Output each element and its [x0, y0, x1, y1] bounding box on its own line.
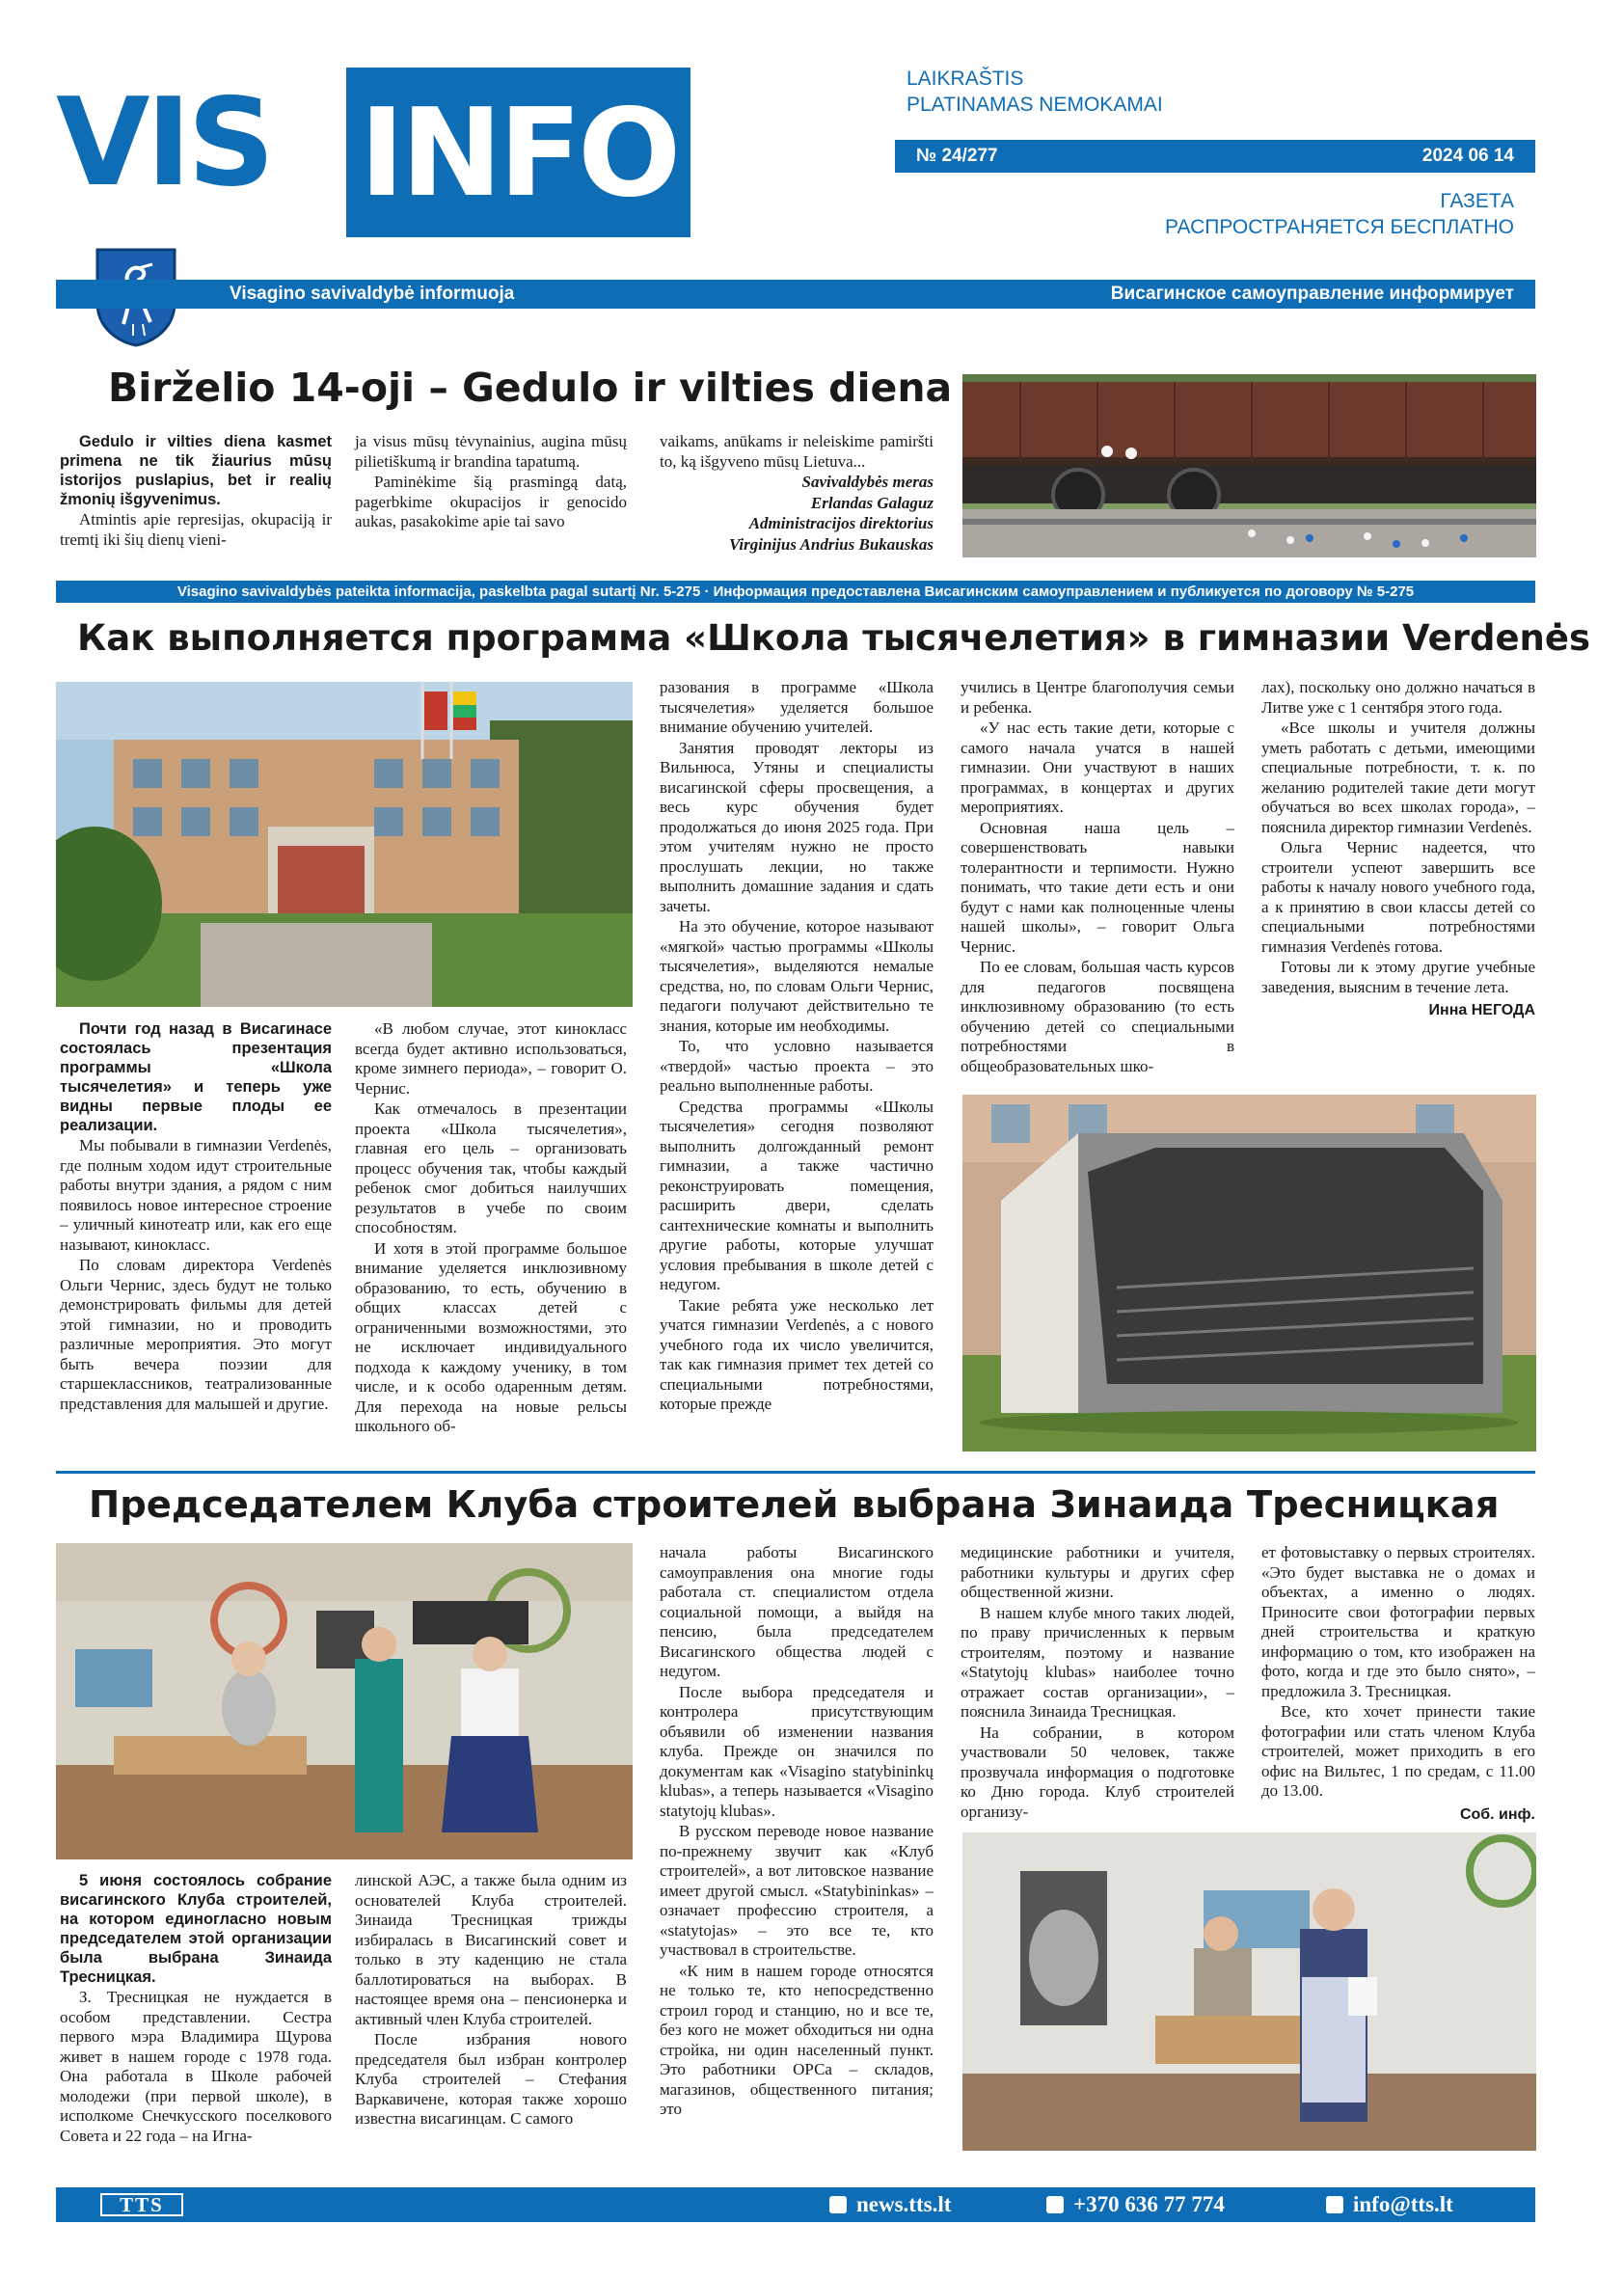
- signature-mayor-name: Erlandas Galaguz: [810, 493, 934, 512]
- footer-website[interactable]: [829, 2190, 951, 2219]
- article1-col1-p1: Atmintis apie represijas, okupaciją ir tremtį iki šių dienų vieni-: [60, 510, 332, 549]
- article2-title: Как выполняется программа «Школа тысячелетия» в гимназии Verdenės: [77, 617, 1591, 659]
- footer-website-text: news.tts.lt: [856, 2192, 952, 2216]
- article1-col2: [355, 432, 627, 533]
- article2-c4-p1: учились в Центре благополучия семьи и ребенка.: [961, 678, 1234, 717]
- article2-c3-p1: разования в программе «Школа тысячелетия» уделяется большое внимание обучению учителей.: [660, 678, 934, 736]
- article2-author: Инна НЕГОДА: [1428, 1002, 1535, 1018]
- tagline-ru: [1061, 188, 1514, 240]
- article2-c4-p4: По ее словам, большая часть курсов для педагогов посвящена инклюзивному образованию (то есть обучению детей со специальными потребностями в общеобразовательных шко-: [961, 958, 1234, 1075]
- article3-c4-p1: медицинские работники и учителя, работники культуры и других сфер общественной жизни.: [961, 1543, 1234, 1601]
- article2-col3: [660, 678, 934, 1416]
- article1-col3-p1: vaikams, anūkams ir neleiskime pamiršti to, ką išgyveno mūsų Lietuva...: [660, 432, 934, 471]
- article3-author: Соб. инф.: [1459, 1805, 1535, 1823]
- article2-c5-p1: лах), поскольку оно должно начаться в Литве уже с 1 сентября этого года.: [1261, 678, 1535, 717]
- footer-logo: TTS: [100, 2193, 183, 2216]
- article2-c3-p3: На это обучение, которое называют «мягкой» частью программы «Школы тысячелетия», выделяются немалые средства, но, по словам Ольги Чернис, педагоги получают действительно те знания, которые им необходимы.: [660, 917, 934, 1035]
- info-bar: [56, 581, 1535, 603]
- tagline-lt-line2: PLATINAMAS NEMOKAMAI: [907, 94, 1163, 116]
- article1-title: Birželio 14-oji – Gedulo ir vilties diena: [108, 365, 953, 411]
- article3-c3-p1: начала работы Висагинского самоуправления она многие годы работала ст. специалистом отдела социальной помощи, а выйдя на пенсию, была председателем Висагинского общества людей с недугом.: [660, 1543, 934, 1680]
- photo-outdoor-cinema: [962, 1095, 1536, 1452]
- article2-c5-p4: Готовы ли к этому другие учебные заведения, выясним в течение лета.: [1261, 958, 1535, 996]
- logo-vis: VIS: [56, 71, 272, 213]
- photo-club-meeting: [56, 1543, 633, 1859]
- article1-lead: Gedulo ir vilties diena kasmet primena ne tik žiaurius mūsų istorijos puslapius, bet ir realių žmonių išgyvenimus.: [60, 433, 332, 508]
- article3-c2-p1: линской АЭС, а также была одним из основателей Клуба строителей. Зинаида Тресницкая трижды избиралась в Висагинский совет и только в эту каденцию не стала баллотироваться на выборах. В настоящее время она – пенсионерка и активный член Клуба строителей.: [355, 1871, 627, 2028]
- tagline-ru-line2: РАСПРОСТРАНЯЕТСЯ БЕСПЛАТНО: [1164, 216, 1514, 238]
- article3-col5: [1261, 1543, 1535, 1826]
- article2-c3-p2: Занятия проводят лекторы из Вильнюса, Утяны и специалисты висагинской сферы просвещения, а весь курс обучения будет продолжаться до июня 2025 года. При этом учителям нужно не просто прослушать лекции, но также выполнить домашние задания и сдать зачеты.: [660, 738, 934, 915]
- info-bar-text: Visagino savivaldybės pateikta informacija, paskelbta pagal sutartį Nr. 5-275 · Информация предоставлена Висагинским самоуправлением и публикуется по договору № 5-275: [176, 583, 1415, 600]
- footer-phone-text: +370 636 77 774: [1073, 2192, 1225, 2216]
- envelope-icon: [1326, 2196, 1343, 2213]
- article3-col3: [660, 1543, 934, 2121]
- section-bar-right: Висагинское самоуправление информирует: [1110, 284, 1514, 304]
- article3-col4: [961, 1543, 1234, 1823]
- tagline-lt: [907, 66, 1163, 118]
- globe-icon: [829, 2196, 847, 2213]
- article3-c1-p1: З. Тресницкая не нуждается в особом представлении. Сестра первого мэра Владимира Щурова живет в нашем городе с 1978 года. Она работала в Школе рабочей молодежи (при первой школе), в исполкоме Снечкусского поселкового Совета и 22 года – на Игна-: [60, 1988, 332, 2145]
- article2-col2: [355, 1019, 627, 1438]
- section-bar-left: Visagino savivaldybė informuoja: [230, 284, 515, 304]
- article1-col2-p1: ja visus mūsų tėvynainius, augina mūsų pilietiškumą ir brandina tapatumą.: [355, 432, 627, 471]
- article3-c5-p2: Все, кто хочет принести такие фотографии или стать членом Клуба строителей, может приходить в его офис на Вильтес, 1 по средам, с 11.00 до 13.00.: [1261, 1702, 1535, 1800]
- article2-c5-p2: «Все школы и учителя должны уметь работать с детьми, имеющими специальные потребности, т. к. по желанию родителей такие дети могут обучаться во всех школах города», – пояснила директор гимназии Verdenės.: [1261, 719, 1535, 836]
- article3-c4-p2: В нашем клубе много таких людей, по праву причисленных к первым строителям, поэтому и название «Statytojų klubas» наиболее точно отражает состав организации», – пояснила Зинаида Тресницкая.: [961, 1603, 1234, 1721]
- photo-train-wagon: [962, 374, 1536, 557]
- article2-c5-p3: Ольга Чернис надеется, что строители успеют завершить все работы к началу нового учебного года, а к принятию в свои классы детей со специальными потребностями гимназия Verdenės готова.: [1261, 838, 1535, 956]
- article2-c2-p3: И хотя в этой программе большое внимание уделяется инклюзивному образованию, то есть, обучению в общих классах детей с ограниченными возможностями, это не исключает индивидуального подхода к каждому ученику, в том числе, и к особо одаренным детям. Для перехода на новые рельсы школьного об-: [355, 1238, 627, 1435]
- article2-col1: [60, 1019, 332, 1415]
- article2-c3-p4: То, что условно называется «твердой» частью проекта – это реально выполненные работы.: [660, 1037, 934, 1095]
- article2-lead: Почти год назад в Висагинасе состоялась презентация программы «Школа тысячелетия» и теперь уже видны первые плоды ее реализации.: [60, 1020, 332, 1134]
- logo-info-box: [346, 68, 690, 237]
- article3-c3-p3: В русском переводе новое название по-прежнему звучит как «Клуб строителей», а вот литовское название имеет другой смысл. «Statybininkas» – означает профессию строителя, а «statytojas» – это все те, кто участвовал в строительстве.: [660, 1822, 934, 1959]
- issue-date: 2024 06 14: [1421, 146, 1514, 166]
- footer-phone[interactable]: [1046, 2190, 1225, 2219]
- article1-col3: [660, 432, 934, 556]
- article3-title: Председателем Клуба строителей выбрана Зинаида Тресницкая: [89, 1483, 1500, 1527]
- article3-c3-p2: После выбора председателя и контролера присутствующим объявили об изменении названия клуба. Прежде он значился по документам как «Visagino statybininkų klubas», а теперь называется «Visagino statytojų klubas».: [660, 1682, 934, 1820]
- article2-c3-p5: Средства программы «Школы тысячелетия» сегодня позволяют выполнить долгожданный ремонт гимназии, а также частично реконструировать помещения, расширить двери, сделать сантехнические комнаты и выполнить другие работы, которые улучшат условия пребывания в школе детей с недугом.: [660, 1097, 934, 1293]
- photo-chairwoman: [962, 1832, 1536, 2151]
- article2-c2-p2: Как отмечалось в презентации проекта «Школа тысячелетия», главная его цель – организовать процесс обучения так, чтобы каждый ребенок смог добиться наилучших результатов в учебе по своим способностям.: [355, 1099, 627, 1236]
- article3-c4-p3: На собрании, в котором участвовали 50 человек, также прозвучала информация о подготовке ко Дню города. Клуб строителей организу-: [961, 1723, 1234, 1821]
- article1-col1: [60, 432, 332, 551]
- article2-col5: [1261, 678, 1535, 1022]
- article2-c2-p1: «В любом случае, этот кинокласс всегда будет активно использоваться, кроме зимнего периода», – говорит О. Чернис.: [355, 1019, 627, 1098]
- phone-icon: [1046, 2196, 1064, 2213]
- article3-col2: [355, 1871, 627, 2130]
- signature-mayor-role: Savivaldybės meras: [801, 473, 934, 491]
- article2-c4-p3: Основная наша цель – совершенствовать навыки толерантности и терпимости. Нужно понимать, что такие дети есть и они будут с нами как полноценные члены нашей школы», – говорит Ольга Чернис.: [961, 818, 1234, 956]
- tagline-ru-line1: ГАЗЕТА: [1440, 190, 1514, 212]
- article2-col4: [961, 678, 1234, 1077]
- tagline-lt-line1: LAIKRAŠTIS: [907, 68, 1024, 90]
- signature-director-role: Administracijos direktorius: [748, 514, 934, 532]
- issue-bar: [895, 140, 1535, 173]
- footer-email[interactable]: [1326, 2190, 1453, 2219]
- article3-c5-p1: ет фотовыставку о первых строителях. «Это будет выставка не о домах и объектах, а именно о людях. Приносите свои фотографии первых дней строительства и краткую информацию о том, кто изображен на фото, когда и где это было снято», – предложила З. Тресницкая.: [1261, 1543, 1535, 1700]
- issue-number: № 24/277: [916, 146, 998, 166]
- article3-c3-p4: «К ним в нашем городе относятся не только те, кто непосредственно строил город и станцию, но и все те, без кого не может обходиться ни одна стройка, ни один населенный пункт. Это работники ОРСа – складов, магазинов, общественного питания; это: [660, 1961, 934, 2118]
- section-bar: [56, 280, 1535, 309]
- footer-bar: [56, 2187, 1535, 2222]
- article3-c2-p2: После избрания нового председателя был избран контролер Клуба строителей – Стефания Варкавичене, которая также хорошо известна висагинцам. С самого: [355, 2030, 627, 2128]
- article2-c3-p6: Такие ребята уже несколько лет учатся гимназии Verdenės, а с нового учебного года их число увеличится, так как гимназия примет тех детей со специальными потребностями, которые прежде: [660, 1295, 934, 1413]
- footer-email-text: info@tts.lt: [1353, 2192, 1453, 2216]
- signature-director-name: Virginijus Andrius Bukauskas: [729, 534, 934, 554]
- article1-col2-p2: Paminėkime šią prasmingą datą, pagerbkime okupacijos ir genocido aukas, pasakokime apie tai savo: [355, 473, 627, 530]
- article3-col1: [60, 1871, 332, 2147]
- logo-info: INFO: [359, 81, 678, 224]
- section-divider: [56, 1471, 1535, 1474]
- photo-gymnasium-building: [56, 682, 633, 1007]
- article2-c1-p1: Мы побывали в гимназии Verdenės, где полным ходом идут строительные работы внутри здания, а рядом с ним появилось новое интересное строение – уличный кинотеатр или, как его еще называют, кинокласс.: [60, 1136, 332, 1254]
- article2-c4-p2: «У нас есть такие дети, которые с самого начала учатся в нашей гимназии. Они участвуют в наших программах, в концертах и других мероприятиях.: [961, 719, 1234, 816]
- article2-c1-p2: По словам директора Verdenės Ольги Чернис, здесь будут не только демонстрировать фильмы для детей этой гимназии, но и проводить различные мероприятия. Это могут быть вечера поэзии для старшеклассников, театрализованные представления для малышей и другие.: [60, 1256, 332, 1413]
- article3-lead: 5 июня состоялось собрание висагинского Клуба строителей, на котором единогласно новым председателем этой организации была выбрана Зинаида Тресницкая.: [60, 1872, 332, 1986]
